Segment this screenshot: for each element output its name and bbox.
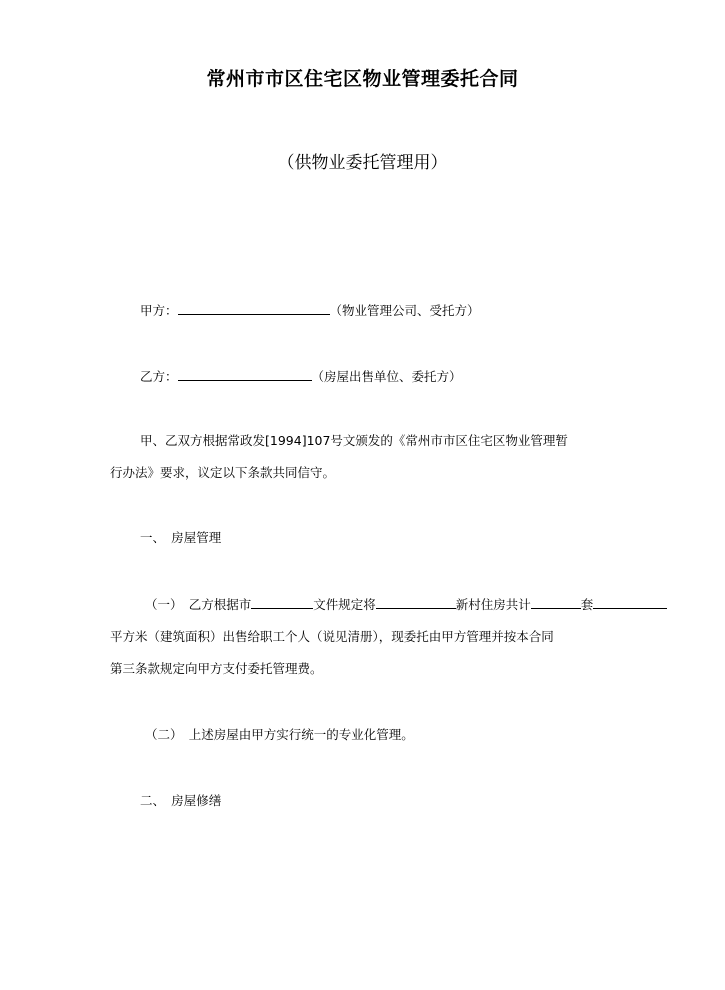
party-b-blank[interactable] xyxy=(178,368,312,381)
city-document-blank[interactable] xyxy=(251,596,313,609)
party-b-label: 乙方： xyxy=(140,369,178,384)
party-a-note: （物业管理公司、受托方） xyxy=(329,303,480,318)
item-2: （二） 上述房屋由甲方实行统一的专业化管理。 xyxy=(145,727,414,742)
intro-line-2: 行办法》要求，议定以下条款共同信守。 xyxy=(110,465,336,480)
intro-line-1: 甲、乙双方根据常政发[1994]107号文颁发的《常州市市区住宅区物业管理暂 xyxy=(140,433,568,448)
section-2-heading: 二、 房屋修缮 xyxy=(140,793,222,808)
item-1-line-3: 第三条款规定向甲方支付委托管理费。 xyxy=(110,661,323,676)
unit-count-blank[interactable] xyxy=(531,596,581,609)
item-1-line-2: 平方米（建筑面积）出售给职工个人（说见清册），现委托由甲方管理并按本合同 xyxy=(110,629,554,644)
item-1-mid-1: 文件规定将 xyxy=(313,597,376,612)
contract-subtitle: （供物业委托管理用） xyxy=(277,153,448,173)
party-b-line xyxy=(140,368,462,385)
area-blank[interactable] xyxy=(593,596,667,609)
item-1-mid-3: 套 xyxy=(580,597,594,612)
item-1-mid-2: 新村住房共计 xyxy=(455,597,531,612)
contract-title: 常州市市区住宅区物业管理委托合同 xyxy=(206,68,519,90)
item-1-line-1 xyxy=(145,596,667,613)
section-1-heading: 一、 房屋管理 xyxy=(140,530,222,545)
village-name-blank[interactable] xyxy=(376,596,456,609)
party-a-line xyxy=(140,302,480,319)
party-b-note: （房屋出售单位、委托方） xyxy=(311,369,462,384)
party-a-blank[interactable] xyxy=(178,302,330,315)
item-1-prefix: （一） 乙方根据市 xyxy=(145,597,252,612)
party-a-label: 甲方： xyxy=(140,303,178,318)
